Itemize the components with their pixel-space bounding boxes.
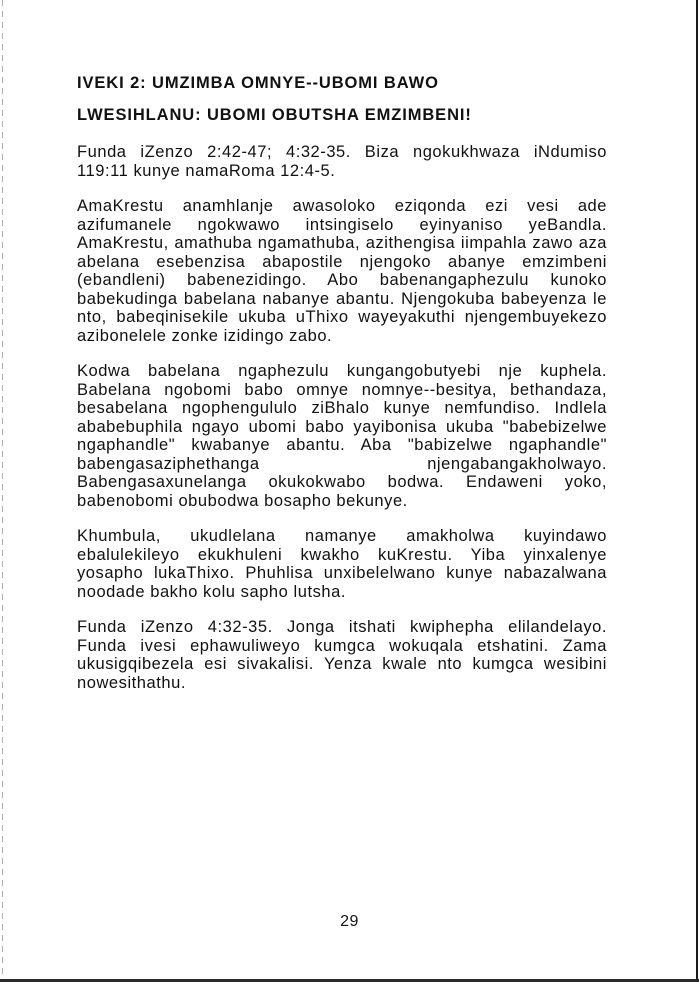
week-heading: IVEKI 2: UMZIMBA OMNYE--UBOMI BAWO <box>77 74 439 92</box>
paragraph-fellowship: Khumbula, ukudlelana namanye amakholwa kuyindawo ebalulekileyo ekukhuleni kwakho kuKrestu. Yiba yinxalenye yosapho lukaThixo. Phuhlisa unxibelelwano kunye nabazalwana noodade bakho kolu sapho lutsha. <box>77 527 607 601</box>
paragraph-early-church: AmaKrestu anamhlanje awasoloko eziqonda ezi vesi ade azifumanele ngokwawo intsingiselo eyinyaniso yeBandla. AmaKrestu, amathuba ngamathuba, azithengisa iimpahla zawo aza abelana esebenzisa abapostile njengoko abanye emzimbeni (ebandleni) babenezidingo. Abo babenangaphezulu kunoko babekudinga babelana nabanye abantu. Njengokuba babeyenza le nto, babeqinisekile ukuba uThixo wayeyakuthi njengembuyekezo azibonelele zonke izidingo zabo. <box>77 197 607 345</box>
scan-edge-right <box>696 0 698 982</box>
day-heading: LWESIHLANU: UBOMI OBUTSHA EMZIMBENI! <box>77 106 472 124</box>
paragraph-chart-instructions: Funda iZenzo 4:32-35. Jonga itshati kwiphepha elilandelayo. Funda ivesi ephawuliweyo kumgca wokuqala etshatini. Zama ukusigqibezela esi sivakalisi. Yenza kwale nto kumgca wesibini nowesithathu. <box>77 618 607 692</box>
paragraph-sharing-lives: Kodwa babelana ngaphezulu kungangobutyebi nje kuphela. Babelana ngobomi babo omnye nomnye--besitya, bethandaza, besabelana ngophengululo ziBhalo kunye nemfundiso. Indlela ababebuphila ngayo ubomi babo yayibonisa ukuba "babebizelwe ngaphandle" kwabanye abantu. Aba "babizelwe ngaphandle" babengasaziphethanga njengabangakholwayo. Babengasaxunelanga okukokwabo bodwa. Endaweni yoko, babenobomi obubodwa bosapho bekunye. <box>77 362 607 510</box>
scan-edge-left <box>2 0 3 982</box>
page-content <box>77 74 607 692</box>
paragraph-reading-assignment: Funda iZenzo 2:42-47; 4:32-35. Biza ngokukhwaza iNdumiso 119:11 kunye namaRoma 12:4-5. <box>77 143 607 180</box>
page-number: 29 <box>340 913 359 930</box>
